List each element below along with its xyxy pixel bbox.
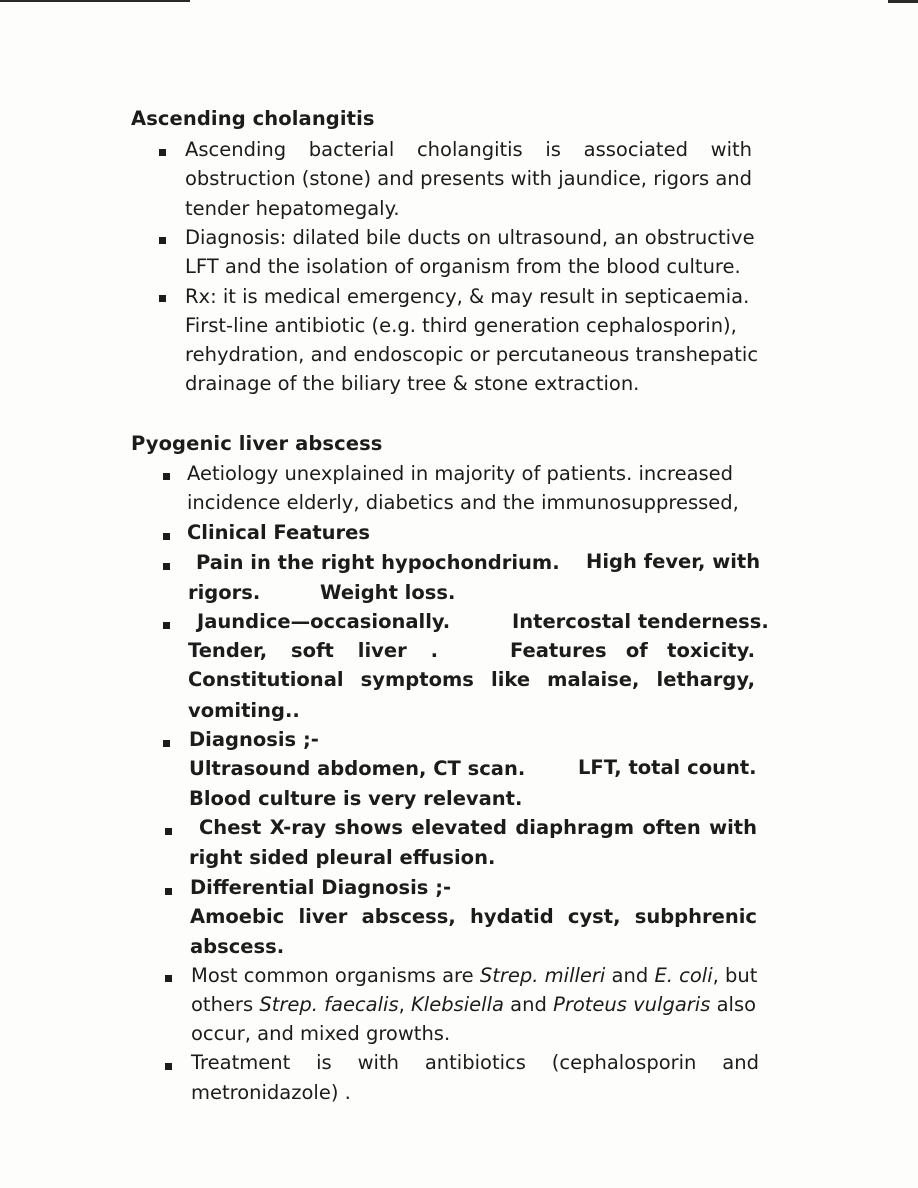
organism-name: Strep. faecalis xyxy=(259,993,399,1016)
bullet-icon xyxy=(165,888,172,895)
text-line: metronidazole) . xyxy=(191,1081,351,1104)
text-line: Amoebic liver abscess, hydatid cyst, subphrenic xyxy=(190,905,757,928)
text-line: LFT and the isolation of organism from the blood culture. xyxy=(185,255,741,278)
text-line: First-line antibiotic (e.g. third generation cephalosporin), xyxy=(185,314,737,337)
bullet-icon xyxy=(163,533,170,540)
text-line: Blood culture is very relevant. xyxy=(189,787,523,810)
bullet-icon xyxy=(159,295,166,302)
text-line: Ultrasound abdomen, CT scan. xyxy=(189,757,526,780)
text-line: obstruction (stone) and presents with jaundice, rigors and xyxy=(185,167,753,190)
text-line: Features of toxicity. xyxy=(510,639,755,662)
clinical-features-title: Clinical Features xyxy=(187,521,371,544)
text-line: Weight loss. xyxy=(320,581,456,604)
text-line: LFT, total count. xyxy=(578,756,757,779)
text-line: Tender, soft liver . xyxy=(188,639,438,662)
text-line: Jaundice—occasionally. xyxy=(197,610,451,633)
organism-name: Klebsiella xyxy=(411,993,504,1016)
differential-title: Differential Diagnosis ;- xyxy=(190,876,452,899)
text-line: Pain in the right hypochondrium. xyxy=(196,551,560,574)
text-line: rehydration, and endoscopic or percutaneous transhepatic xyxy=(185,343,759,366)
bullet-icon xyxy=(163,740,170,747)
text-line: Intercostal tenderness. xyxy=(512,610,769,633)
text-line: occur, and mixed growths. xyxy=(191,1022,451,1045)
text-line: Constitutional symptoms like malaise, lethargy, xyxy=(188,668,755,691)
bullet-icon xyxy=(163,563,170,570)
text-line: Aetiology unexplained in majority of patients. increased xyxy=(187,462,734,485)
text-line: Rx: it is medical emergency, & may result in septicaemia. xyxy=(185,285,750,308)
text-line: tender hepatomegaly. xyxy=(185,197,400,220)
bullet-icon xyxy=(163,622,170,629)
text-line: rigors. xyxy=(188,581,261,604)
organisms-line-1: Most common organisms are Strep. milleri and E. coli, but xyxy=(191,964,758,987)
organism-name: E. coli xyxy=(654,964,713,987)
text-line: High fever, with xyxy=(586,550,761,573)
text-line: right sided pleural effusion. xyxy=(189,846,496,869)
bullet-icon xyxy=(159,237,166,244)
text-line: incidence elderly, diabetics and the immunosuppressed, xyxy=(187,491,739,514)
bullet-icon xyxy=(165,828,172,835)
organisms-line-2: others Strep. faecalis, Klebsiella and Proteus vulgaris also xyxy=(191,993,757,1016)
text-line: abscess. xyxy=(190,935,285,958)
heading-pyogenic-liver-abscess: Pyogenic liver abscess xyxy=(131,432,383,455)
diagnosis-title: Diagnosis ;- xyxy=(189,728,319,751)
bullet-icon xyxy=(165,1063,172,1070)
text-line: vomiting.. xyxy=(188,699,300,722)
bullet-icon xyxy=(165,975,172,982)
text-line: Ascending bacterial cholangitis is associated with xyxy=(185,138,752,161)
text-line: Diagnosis: dilated bile ducts on ultrasound, an obstructive xyxy=(185,226,755,249)
bullet-icon xyxy=(159,149,166,156)
organism-name: Strep. milleri xyxy=(479,964,606,987)
heading-ascending-cholangitis: Ascending cholangitis xyxy=(131,107,375,130)
text-line: Chest X-ray shows elevated diaphragm often with xyxy=(199,816,757,839)
organism-name: Proteus vulgaris xyxy=(553,993,711,1016)
bullet-icon xyxy=(163,473,170,480)
text-line: drainage of the biliary tree & stone extraction. xyxy=(185,372,640,395)
text-line: Treatment is with antibiotics (cephalosporin and xyxy=(191,1051,759,1074)
